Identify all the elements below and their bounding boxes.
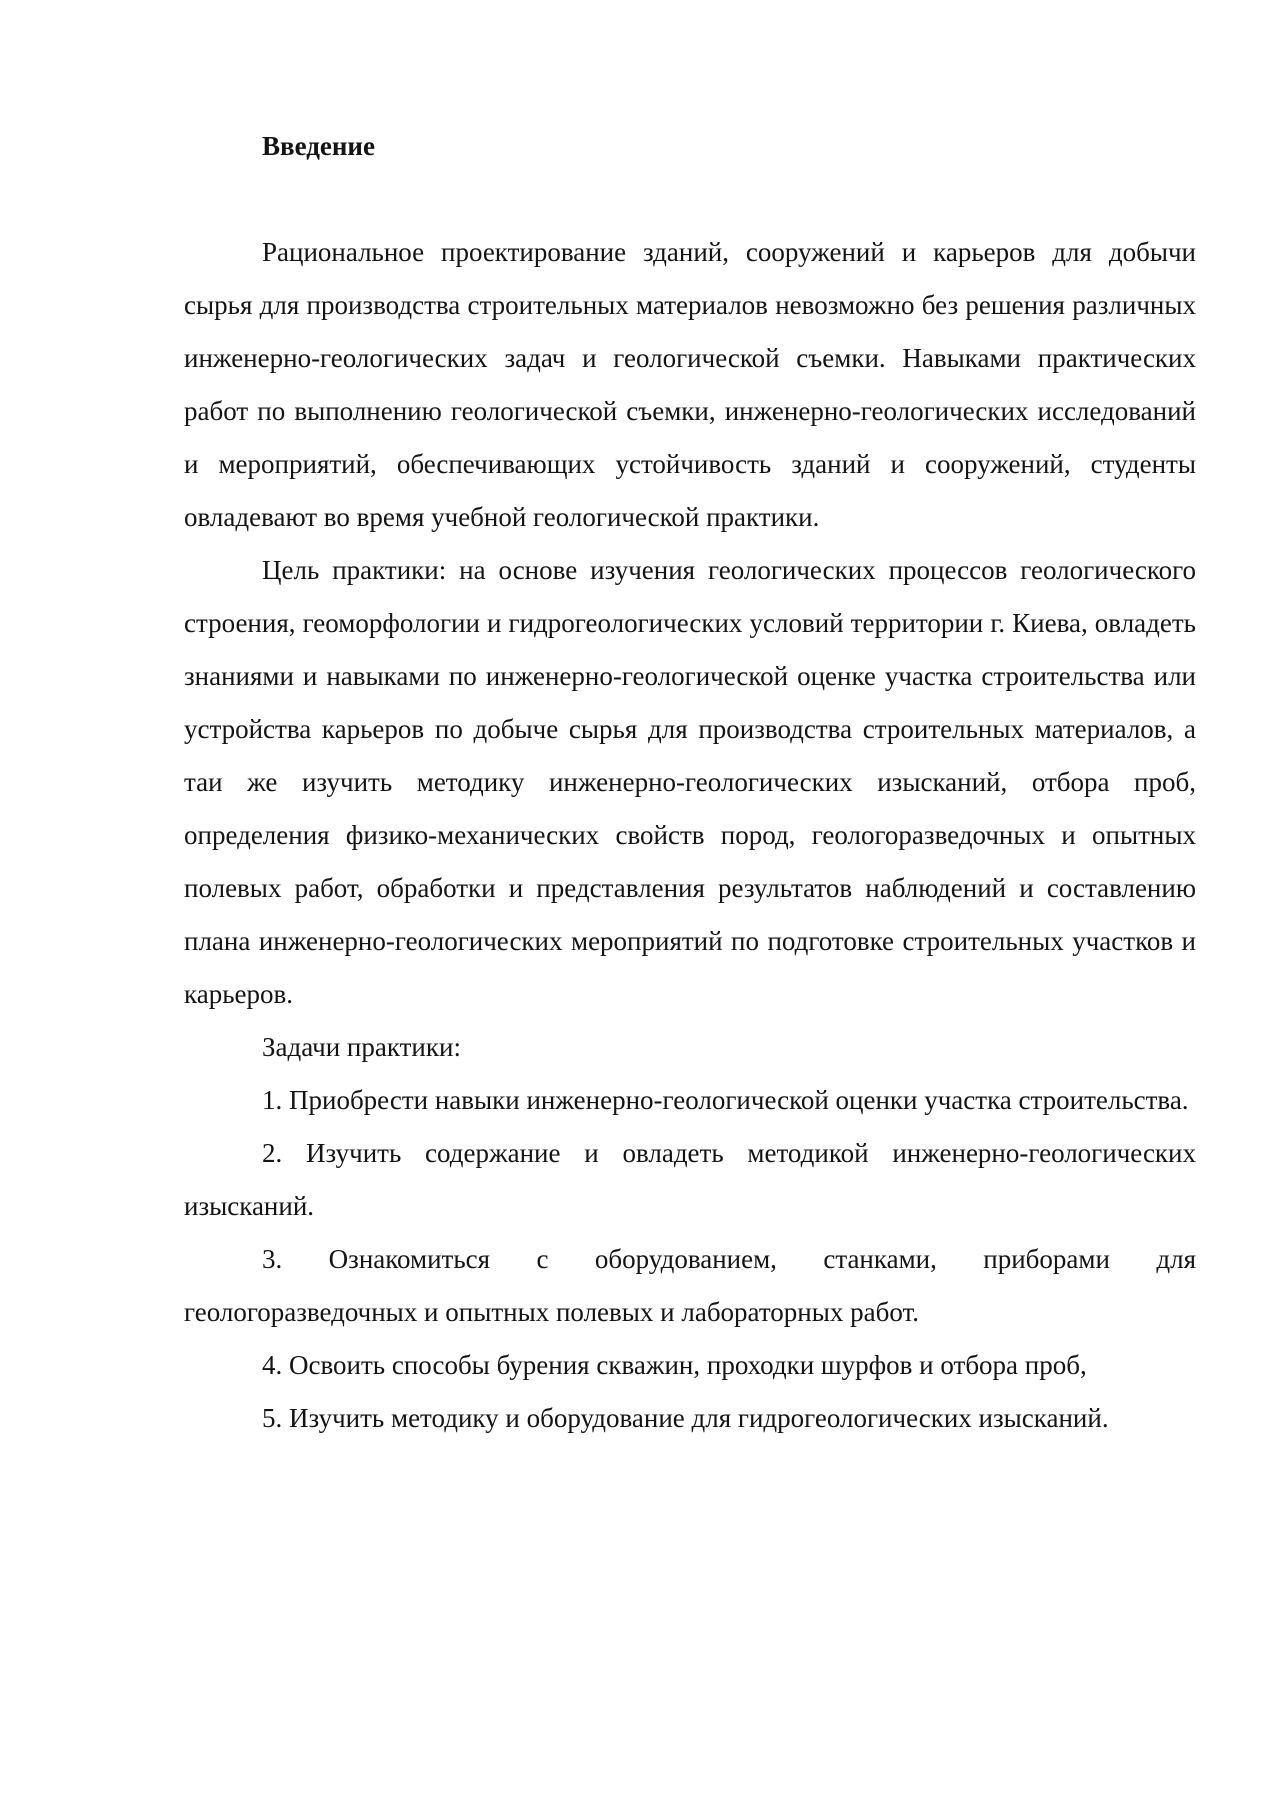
goal-paragraph: Цель практики: на основе изучения геологических процессов геологического строения, геоморфологии и гидрогеологических условий территории г. Киева, овладеть знаниями и навыками по инженерно-геологической оценке участка строительства или устройства карьеров по добыче сырья для производства строительных материалов, а таи же изучить методику инженерно-геологических изысканий, отбора проб, определения физико-механических свойств пород, геологоразведочных и опытных полевых работ, обработки и представления результатов наблюдений и составлению плана инженерно-геологических мероприятий по подготовке строительных участков и карьеров. xyxy=(184,555,1196,1009)
task-item: 2. Изучить содержание и овладеть методикой инженерно-геологических изысканий. xyxy=(184,1138,1196,1221)
document-body xyxy=(184,120,1196,1445)
heading-spacer xyxy=(184,173,1196,226)
intro-paragraph: Рациональное проектирование зданий, сооружений и карьеров для добычи сырья для производства строительных материалов невозможно без решения различных инженерно-геологических задач и геологической съемки. Навыками практических работ по выполнению геологической съемки, инженерно-геологических исследований и мероприятий, обеспечивающих устойчивость зданий и сооружений, студенты овладевают во время учебной геологической практики. xyxy=(184,237,1196,532)
section-heading: Введение xyxy=(262,131,375,161)
task-item: 3. Ознакомиться с оборудованием, станками, приборами для геологоразведочных и опытных полевых и лабораторных работ. xyxy=(184,1244,1196,1327)
task-item: 1. Приобрести навыки инженерно-геологической оценки участка строительства. xyxy=(262,1085,1189,1115)
task-item: 5. Изучить методику и оборудование для гидрогеологических изысканий. xyxy=(262,1403,1109,1433)
task-item: 4. Освоить способы бурения скважин, проходки шурфов и отбора проб, xyxy=(262,1350,1087,1380)
tasks-heading: Задачи практики: xyxy=(262,1032,461,1062)
